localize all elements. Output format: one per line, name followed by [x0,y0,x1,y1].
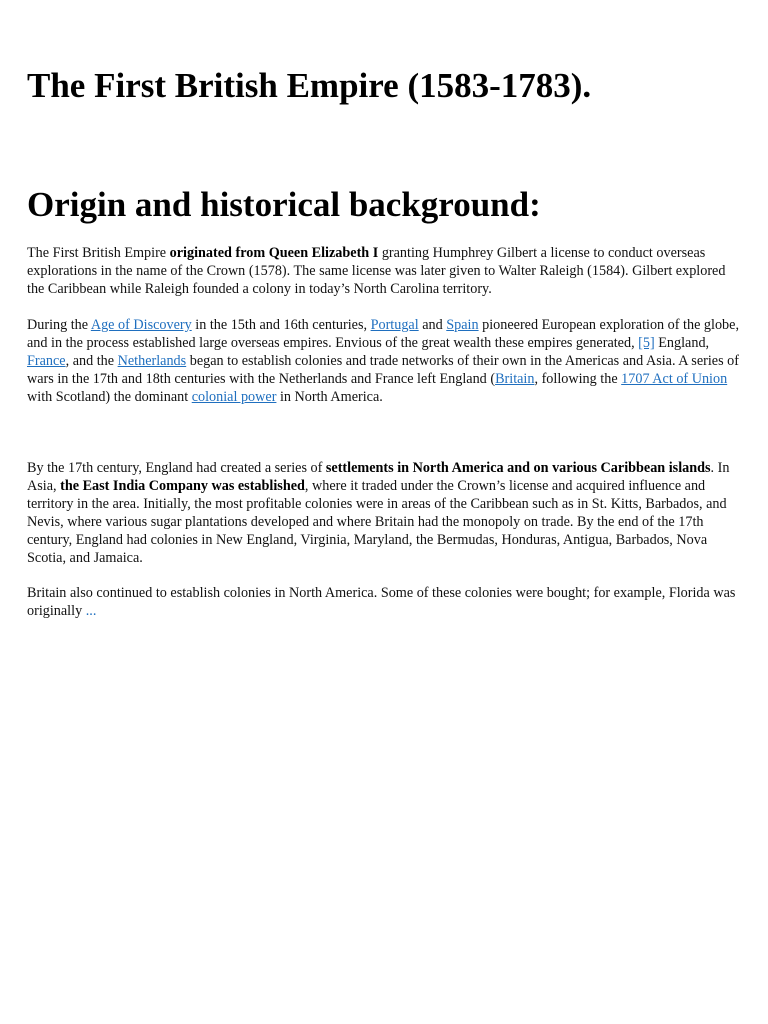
link-portugal[interactable]: Portugal [370,317,419,333]
bold-text: the East India Company was established [60,478,305,494]
link-reference-5[interactable]: [5] [638,335,655,351]
text-run: granting Humphrey Gilbert a license to conduct overseas explorations in the name of the Crown (1578). The same license was later given to Walter Raleigh (1584). Gilbert explored the Caribbean while Raleigh founded a colony in today’s North Carolina territory. [27,245,726,297]
text-run: and [418,317,447,333]
link-france[interactable]: France [27,353,66,369]
link-colonial-power[interactable]: colonial power [191,389,277,405]
link-1707-act-of-union[interactable]: 1707 Act of Union [621,371,728,387]
text-run: pioneered European exploration of the globe, and in the process established large overseas empires. Envious of the great wealth these empires generated, [27,317,739,351]
text-run: Britain also continued to establish colonies in North America. Some of these colonies were bought; for example, Florida was originally [27,585,736,619]
text-run: began to establish colonies and trade networks of their own in the Americas and Asia. A series of wars in the 17th and 18th centuries with the Netherlands and France left England ( [27,353,739,387]
text-run: By the 17th century, England had created a series of [27,460,326,476]
text-run: . In Asia, [27,460,730,494]
document-title: The First British Empire (1583-1783). [27,66,592,105]
text-run: The First British Empire [27,245,170,261]
read-more-link[interactable]: ... [85,603,97,619]
text-run: in North America. [276,389,383,405]
text-run: , and the [65,353,118,369]
bold-text: settlements in North America and on various Caribbean islands [325,460,711,476]
link-age-of-discovery[interactable]: Age of Discovery [90,317,192,333]
paragraph-17th-century [27,459,739,567]
section-heading: Origin and historical background: [27,185,541,224]
link-spain[interactable]: Spain [446,317,479,333]
paragraph-origin [27,244,739,298]
link-britain[interactable]: Britain [495,371,535,387]
link-netherlands[interactable]: Netherlands [117,353,187,369]
paragraph-north-america [27,584,739,620]
text-run: , following the [534,371,622,387]
text-run: During the [27,317,91,333]
text-run: with Scotland) the dominant [27,389,192,405]
paragraph-age-of-discovery [27,316,739,406]
text-run: England, [654,335,710,351]
text-run: , where it traded under the Crown’s license and acquired influence and territory in the area. Initially, the most profitable colonies were in areas of the Caribbean such as in St. Kitts, Barbados, and Nevis, where various sugar plantations developed and where Britain had the monopoly on trade. By the end of the 17th century, England had colonies in New England, Virginia, Maryland, the Bermudas, Honduras, Antigua, Barbados, Nova Scotia, and Jamaica. [27,478,727,566]
bold-text: originated from Queen Elizabeth I [169,245,379,261]
text-run: in the 15th and 16th centuries, [191,317,371,333]
